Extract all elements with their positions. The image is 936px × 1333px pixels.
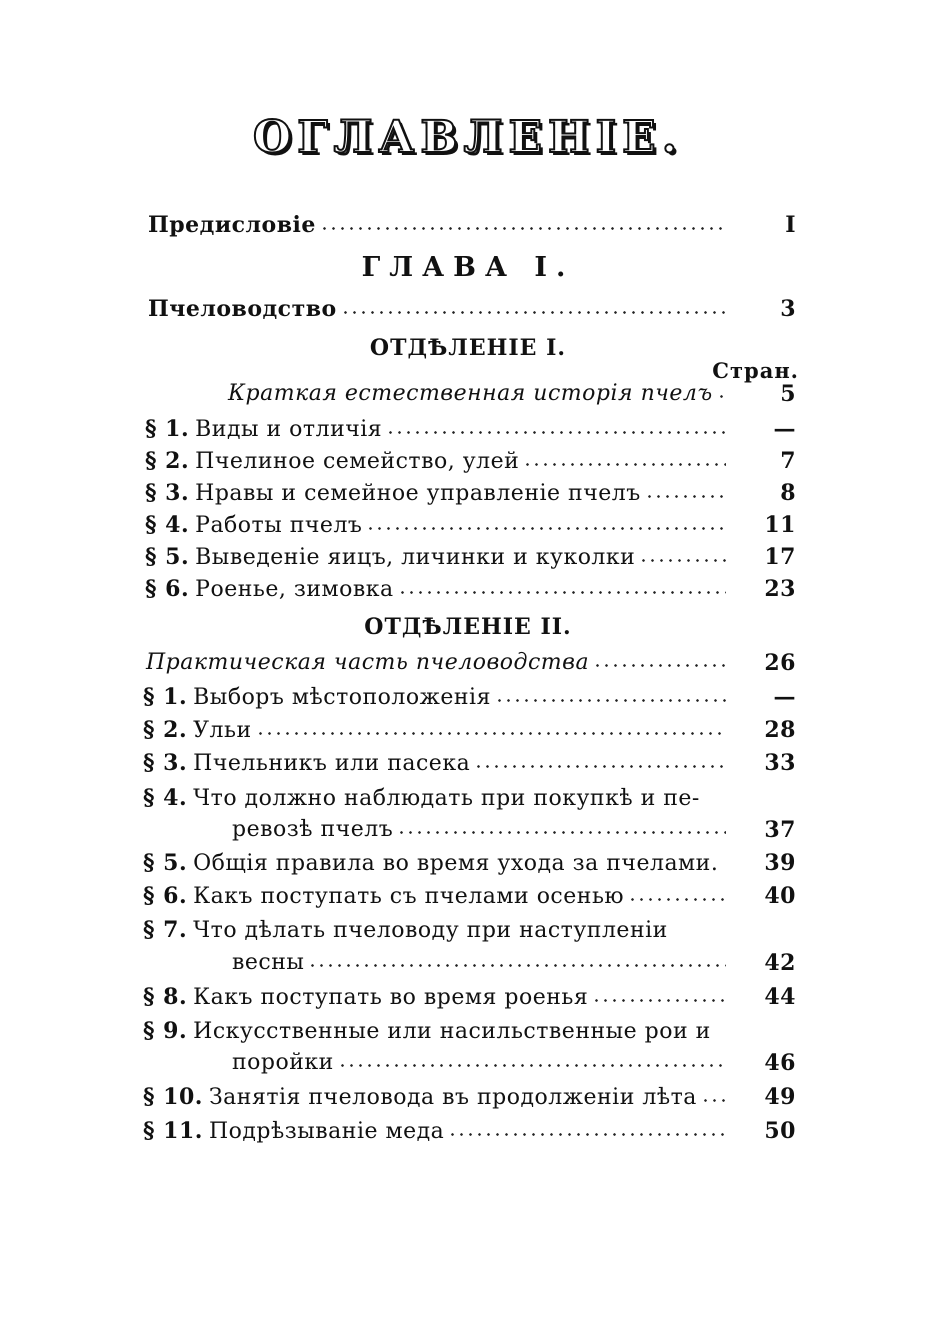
chapter-heading: ГЛАВА I. — [361, 252, 575, 283]
toc-label: Выведеніе яицъ, личинки и куколки — [195, 545, 636, 570]
toc-number: § 4. — [143, 785, 188, 811]
toc-row-preface — [148, 212, 796, 238]
toc-page: 40 — [764, 883, 796, 909]
toc-number: § 3. — [145, 480, 190, 506]
leader-dots — [592, 993, 726, 1005]
leader-dots — [386, 425, 726, 437]
leader-dots — [523, 457, 726, 469]
toc-number: § 2. — [143, 717, 188, 743]
toc-page: 11 — [764, 512, 796, 538]
toc-page: 26 — [764, 650, 796, 676]
leader-dots — [320, 221, 727, 233]
toc-label: Что дѣлать пчеловоду при наступленіи — [193, 918, 668, 943]
toc-row-continuation — [232, 950, 796, 976]
toc-page: I — [785, 212, 796, 238]
toc-row — [143, 750, 796, 776]
toc-row — [143, 1084, 796, 1110]
toc-number: § 4. — [145, 512, 190, 538]
toc-page: 17 — [764, 544, 796, 570]
page-title: ОГЛАВЛЕНІЕ. — [252, 112, 684, 163]
toc-page: 5 — [780, 381, 796, 407]
toc-page: 37 — [764, 817, 796, 843]
leader-dots — [256, 726, 726, 738]
toc-label-cont: ревозѣ пчелъ — [232, 817, 394, 842]
toc-row-first-line — [143, 917, 668, 943]
pages-column-label: Стран. — [712, 358, 799, 383]
toc-label: Что должно наблюдать при покупкѣ и пе- — [193, 786, 700, 811]
toc-page: — — [773, 684, 796, 710]
toc-label: Работы пчелъ — [195, 513, 363, 538]
toc-row — [143, 850, 796, 876]
leader-dots — [474, 759, 726, 771]
toc-row — [145, 544, 796, 570]
leader-dots — [639, 553, 726, 565]
toc-row-first-line — [143, 1018, 711, 1044]
toc-row — [143, 883, 796, 909]
toc-page: 7 — [780, 448, 796, 474]
leader-dots — [593, 658, 726, 670]
toc-number: § 8. — [143, 984, 188, 1010]
toc-row-section1-intro — [228, 381, 796, 407]
leader-dots — [341, 305, 727, 317]
toc-row — [145, 416, 796, 442]
toc-page: 44 — [764, 984, 796, 1010]
toc-number: § 6. — [143, 883, 188, 909]
toc-label: Виды и отличія — [195, 417, 383, 442]
toc-number: § 11. — [143, 1118, 203, 1144]
toc-label-cont: поройки — [232, 1050, 334, 1075]
toc-row-continuation — [232, 817, 796, 843]
toc-label: Пчеловодство — [148, 296, 337, 322]
toc-number: § 1. — [143, 684, 188, 710]
leader-dots — [308, 958, 726, 970]
toc-label: Какъ поступать во время роенья — [193, 985, 589, 1010]
toc-label: Предисловіе — [148, 212, 316, 238]
toc-label: Выборъ мѣстоположенія — [193, 685, 491, 710]
toc-number: § 2. — [145, 448, 190, 474]
toc-row — [143, 717, 796, 743]
toc-row-beekeeping — [148, 296, 796, 322]
toc-label: Пчельникъ или пасека — [193, 751, 471, 776]
toc-number: § 5. — [143, 850, 188, 876]
toc-page: 33 — [764, 750, 796, 776]
toc-row-section2-intro — [146, 650, 796, 676]
toc-row — [145, 512, 796, 538]
toc-number: § 10. — [143, 1084, 203, 1110]
toc-page: 8 — [780, 480, 796, 506]
toc-page: 39 — [764, 850, 796, 876]
toc-label: Занятія пчеловода въ продолженіи лѣта — [208, 1085, 697, 1110]
leader-dots — [645, 489, 726, 501]
toc-page: 42 — [764, 950, 796, 976]
toc-page: 28 — [764, 717, 796, 743]
toc-page: 3 — [780, 296, 796, 322]
leader-dots — [448, 1127, 726, 1139]
toc-number: § 6. — [145, 576, 190, 602]
toc-row — [143, 684, 796, 710]
leader-dots — [628, 892, 726, 904]
toc-page: 49 — [764, 1084, 796, 1110]
leader-dots — [338, 1058, 726, 1070]
toc-page: 50 — [764, 1118, 796, 1144]
toc-page: 23 — [764, 576, 796, 602]
toc-label: Нравы и семейное управленіе пчелъ — [195, 481, 641, 506]
leader-dots — [397, 825, 726, 837]
section-heading-2: ОТДѢЛЕНІЕ II. — [364, 614, 572, 640]
leader-dots — [398, 585, 726, 597]
toc-row-first-line — [143, 785, 700, 811]
toc-page: 46 — [764, 1050, 796, 1076]
leader-dots — [717, 389, 727, 401]
toc-row — [145, 480, 796, 506]
toc-row — [145, 448, 796, 474]
toc-row — [143, 984, 796, 1010]
toc-number: § 3. — [143, 750, 188, 776]
toc-row-continuation — [232, 1050, 796, 1076]
toc-label: Общія правила во время ухода за пчелами. — [193, 851, 719, 876]
toc-label: Роенье, зимовка — [195, 577, 394, 602]
leader-dots — [495, 693, 726, 705]
toc-number: § 7. — [143, 917, 188, 943]
leader-dots — [701, 1093, 726, 1105]
toc-label: Искусственные или насильственные рои и — [193, 1019, 711, 1044]
toc-label-cont: весны — [232, 950, 305, 975]
toc-label: Практическая часть пчеловодства — [146, 650, 590, 675]
toc-label: Подрѣзываніе меда — [208, 1119, 445, 1144]
toc-label: Краткая естественная исторія пчелъ — [228, 381, 713, 406]
toc-number: § 5. — [145, 544, 190, 570]
leader-dots — [366, 521, 726, 533]
toc-label: Пчелиное семейство, улей — [195, 449, 520, 474]
toc-row — [143, 1118, 796, 1144]
toc-page: — — [773, 416, 796, 442]
section-heading-1: ОТДѢЛЕНІЕ I. — [369, 335, 567, 361]
toc-row — [145, 576, 796, 602]
toc-label: Какъ поступать съ пчелами осенью — [193, 884, 625, 909]
toc-label: Ульи — [193, 718, 252, 743]
toc-number: § 9. — [143, 1018, 188, 1044]
toc-number: § 1. — [145, 416, 190, 442]
